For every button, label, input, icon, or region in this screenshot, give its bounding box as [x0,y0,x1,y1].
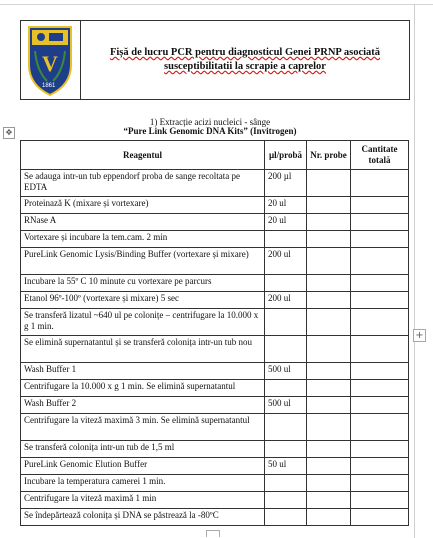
total-cell[interactable] [351,475,409,492]
sample-count-cell[interactable] [307,458,351,475]
title-cell [81,21,409,99]
reagent-cell: PureLink Genomic Elution Buffer [21,458,265,475]
reagent-cell: Etanol 96º-100º (vortexare și mixare) 5 sec [21,292,265,309]
sample-count-cell[interactable] [307,414,351,441]
reagent-cell: Centrifugare la 10.000 x g 1 min. Se elimină supernatantul [21,380,265,397]
volume-cell: 200 ul [265,248,307,275]
total-cell[interactable] [351,248,409,275]
sample-count-cell[interactable] [307,170,351,197]
reagent-cell: Proteinază K (mixare și vortexare) [21,197,265,214]
table-row [21,214,409,231]
table-header-row [21,141,409,170]
volume-cell [265,380,307,397]
total-cell[interactable] [351,414,409,441]
table-move-handle-icon[interactable]: ✥ [3,127,15,139]
reagent-cell: Se îndepărtează colonița și DNA se păstrează la -80ºC [21,509,265,526]
table-row [21,248,409,275]
page-right-margin [414,4,415,538]
volume-cell [265,509,307,526]
total-cell[interactable] [351,492,409,509]
table-row [21,458,409,475]
total-cell[interactable] [351,441,409,458]
sample-count-cell[interactable] [307,275,351,292]
sample-count-cell[interactable] [307,492,351,509]
header-reagent: Reagentul [21,141,265,170]
total-cell[interactable] [351,380,409,397]
table-row [21,231,409,248]
volume-cell [265,414,307,441]
svg-text:V: V [42,51,58,76]
total-cell[interactable] [351,309,409,336]
volume-cell: 200 ul [265,292,307,309]
reagent-cell: Vortexare și incubare la tem.cam. 2 min [21,231,265,248]
sample-count-cell[interactable] [307,309,351,336]
university-logo [21,21,79,99]
page-bottom-marker [206,530,220,537]
reagent-cell: Incubare la 55º C 10 minute cu vortexare pe parcurs [21,275,265,292]
volume-cell [265,441,307,458]
volume-cell [265,231,307,248]
total-cell[interactable] [351,458,409,475]
sample-count-cell[interactable] [307,214,351,231]
reagent-cell: Wash Buffer 2 [21,397,265,414]
volume-cell [265,275,307,292]
table-row [21,197,409,214]
reagent-cell: Se transferă colonița intr-un tub de 1,5 ml [21,441,265,458]
total-cell[interactable] [351,275,409,292]
reagent-cell: Se adauga intr-un tub eppendorf proba de sange recoltata pe EDTA [21,170,265,197]
reagent-cell: Se transferă lizatul ~640 ul pe colonițe – centrifugare la 10.000 x g 1 min. [21,309,265,336]
total-cell[interactable] [351,292,409,309]
reagent-cell: Centrifugare la viteză maximă 1 min [21,492,265,509]
sample-count-cell[interactable] [307,441,351,458]
table-row [21,414,409,441]
logo-year: 1861 [42,83,56,89]
sample-count-cell[interactable] [307,292,351,309]
total-cell[interactable] [351,397,409,414]
page-top-edge [0,0,433,5]
sample-count-cell[interactable] [307,380,351,397]
sample-count-cell[interactable] [307,197,351,214]
sample-count-cell[interactable] [307,248,351,275]
header-sample-count: Nr. probe [307,141,351,170]
table-row [21,475,409,492]
section-subheading: “Pure Link Genomic DNA Kits” (Invitrogen) [123,126,297,136]
sample-count-cell[interactable] [307,336,351,363]
table-row [21,509,409,526]
reagent-cell: PureLink Genomic Lysis/Binding Buffer (vortexare și mixare) [21,248,265,275]
section-heading: 1) Extracție acizi nucleici - sânge [149,117,271,127]
sample-count-cell[interactable] [307,509,351,526]
document-title: Fișă de lucru PCR pentru diagnosticul Genei PRNP asociată susceptibilitatii la scrapie a caprelor [109,47,381,72]
table-row [21,492,409,509]
total-cell[interactable] [351,214,409,231]
volume-cell: 20 ul [265,214,307,231]
total-cell[interactable] [351,363,409,380]
total-cell[interactable] [351,231,409,248]
sample-count-cell[interactable] [307,363,351,380]
header-total-quantity: Cantitate totală [351,141,409,170]
reagent-cell: Incubare la temperatura camerei 1 min. [21,475,265,492]
volume-cell [265,475,307,492]
total-cell[interactable] [351,170,409,197]
volume-cell: 50 ul [265,458,307,475]
table-row [21,292,409,309]
volume-cell: 20 ul [265,197,307,214]
table-row [21,275,409,292]
volume-cell [265,492,307,509]
table-row [21,170,409,197]
volume-cell [265,336,307,363]
volume-cell: 500 ul [265,397,307,414]
reagents-table [20,140,409,526]
sample-count-cell[interactable] [307,231,351,248]
total-cell[interactable] [351,197,409,214]
table-row [21,363,409,380]
header-ul-per-sample: µl/probă [265,141,307,170]
reagent-cell: Se elimină supernatantul și se transferă colonița intr-un tub nou [21,336,265,363]
volume-cell [265,309,307,336]
table-row [21,441,409,458]
table-row [21,380,409,397]
sample-count-cell[interactable] [307,475,351,492]
reagent-cell: Centrifugare la viteză maximă 3 min. Se elimină supernatantul [21,414,265,441]
volume-cell: 500 ul [265,363,307,380]
logo-cell [21,21,81,99]
total-cell[interactable] [351,509,409,526]
volume-cell: 200 µl [265,170,307,197]
reagent-cell: RNase A [21,214,265,231]
table-row [21,397,409,414]
table-row [21,336,409,363]
sample-count-cell[interactable] [307,397,351,414]
header-table [20,20,410,100]
reagent-cell: Wash Buffer 1 [21,363,265,380]
total-cell[interactable] [351,336,409,363]
add-row-icon[interactable]: + [413,329,426,342]
table-row [21,309,409,336]
